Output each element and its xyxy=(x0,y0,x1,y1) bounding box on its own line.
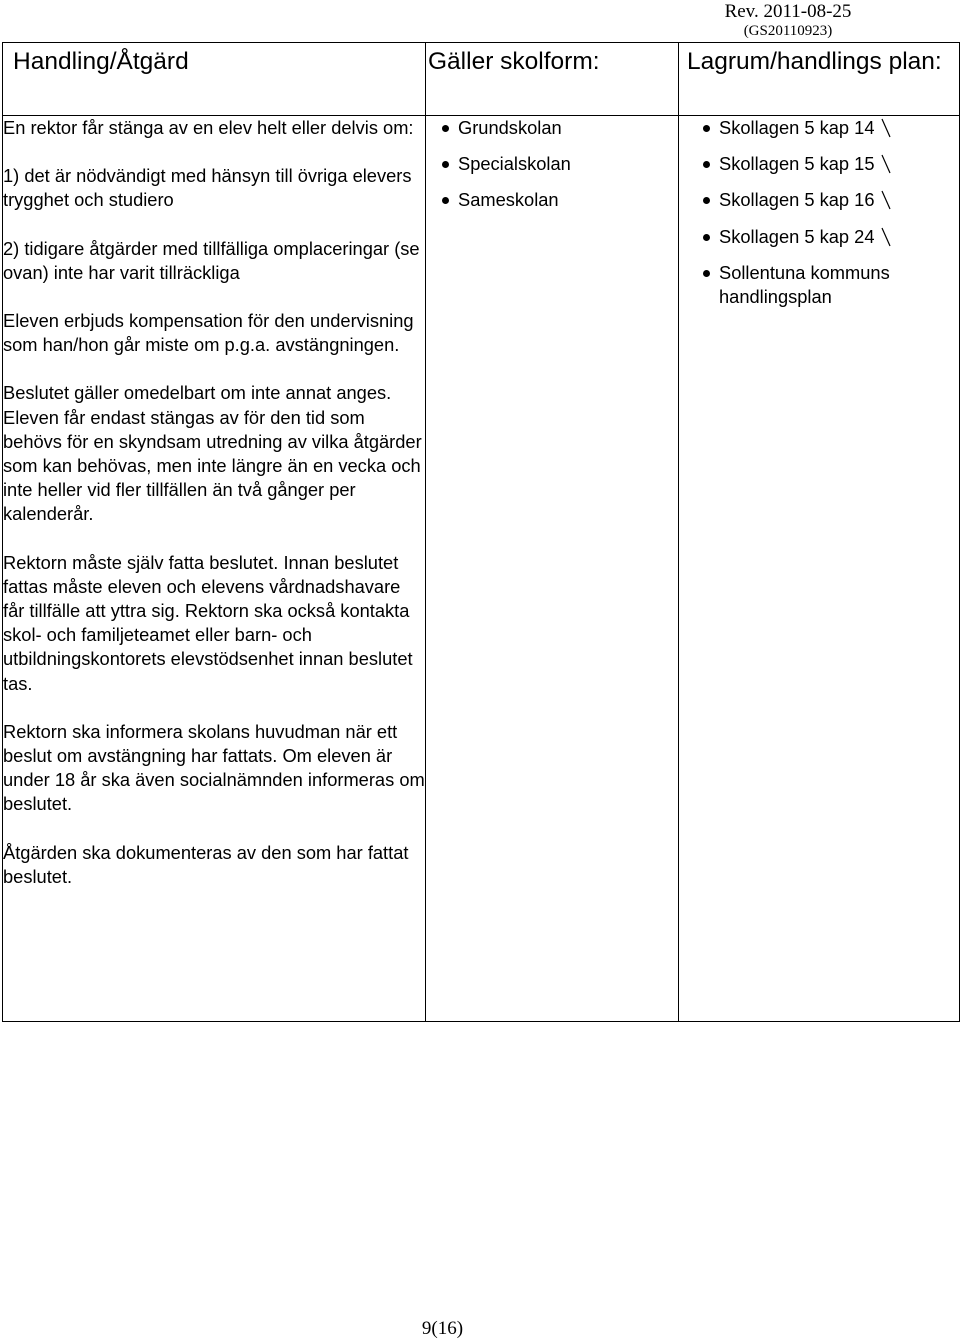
revision-code: (GS20110923) xyxy=(743,22,833,39)
slash-mark-icon xyxy=(881,190,891,210)
bullet-icon xyxy=(703,234,710,241)
action-paragraph: Rektorn ska informera skolans huvudman när ett beslut om avstängning har fattats. Om eleven är under 18 år ska även socialnämnden informeras om beslutet. xyxy=(3,720,425,815)
school-form-cell xyxy=(426,116,679,1022)
header-cell-legal xyxy=(679,43,960,116)
bullet-icon xyxy=(703,125,710,132)
legal-label: Skollagen 5 kap 24 xyxy=(719,225,875,247)
legal-item xyxy=(679,116,959,140)
action-paragraph: 1) det är nödvändigt med hänsyn till övriga elevers trygghet och studiero xyxy=(3,165,412,211)
slash-mark-icon xyxy=(881,154,891,174)
action-paragraph: Åtgärden ska dokumenteras av den som har fattat beslutet. xyxy=(3,841,409,887)
school-form-item xyxy=(426,116,678,140)
legal-list xyxy=(679,116,959,309)
action-paragraph: Beslutet gäller omedelbart om inte annat anges. Eleven får endast stängas av för den tid som behövs för en skyndsam utredning av vilka åtgärder som kan behövas, men inte längre än en vecka och inte heller vid fler tillfällen än två gånger per kalenderår. xyxy=(3,382,422,525)
slash-mark-icon xyxy=(881,118,891,138)
table-header-row xyxy=(3,43,960,116)
action-paragraph: Rektorn måste själv fatta beslutet. Innan beslutet fattas måste eleven och elevens vårdnadshavare får tillfälle att yttra sig. Rektorn ska också kontakta skol- och familjeteamet eller barn- och utbildningskontorets elevstödsenhet innan beslutet tas. xyxy=(3,551,413,694)
bullet-icon xyxy=(703,161,710,168)
action-cell xyxy=(3,116,426,1022)
action-table xyxy=(2,42,960,1022)
header-cell-school-form xyxy=(426,43,679,116)
school-form-label: Specialskolan xyxy=(458,153,571,175)
school-form-item xyxy=(426,152,678,176)
legal-label: Skollagen 5 kap 15 xyxy=(719,153,875,175)
legal-label: Skollagen 5 kap 16 xyxy=(719,189,875,211)
action-paragraph: En rektor får stänga av en elev helt eller delvis om: xyxy=(3,117,414,138)
legal-label: Skollagen 5 kap 14 xyxy=(719,117,875,138)
header-school-form: Gäller skolform: xyxy=(428,48,600,75)
school-form-label: Sameskolan xyxy=(458,189,559,211)
bullet-icon xyxy=(442,125,449,132)
legal-item xyxy=(679,188,959,212)
school-form-item xyxy=(426,188,678,212)
bullet-icon xyxy=(703,197,710,204)
slash-mark-icon xyxy=(881,227,891,247)
legal-label: Sollentuna kommuns handlingsplan xyxy=(719,261,890,308)
revision-block xyxy=(708,2,868,39)
header-action: Handling/Åtgärd xyxy=(13,48,189,75)
legal-item xyxy=(679,261,959,309)
action-paragraph: 2) tidigare åtgärder med tillfälliga omplaceringar (se ovan) inte har varit tillräckliga xyxy=(3,237,420,283)
bullet-icon xyxy=(703,270,710,277)
legal-item xyxy=(679,225,959,249)
page-number: 9(16) xyxy=(421,1318,464,1339)
legal-cell xyxy=(679,116,960,1022)
header-legal: Lagrum/handlings plan: xyxy=(687,48,942,75)
bullet-icon xyxy=(442,161,449,168)
school-form-label: Grundskolan xyxy=(458,117,562,138)
action-paragraph: Eleven erbjuds kompensation för den undervisning som han/hon går miste om p.g.a. avstängningen. xyxy=(3,310,414,356)
table-body-row xyxy=(3,116,960,1022)
revision-date: Rev. 2011-08-25 xyxy=(724,1,852,22)
school-form-list xyxy=(426,116,678,213)
header-cell-action xyxy=(3,43,426,116)
bullet-icon xyxy=(442,197,449,204)
legal-item xyxy=(679,152,959,176)
